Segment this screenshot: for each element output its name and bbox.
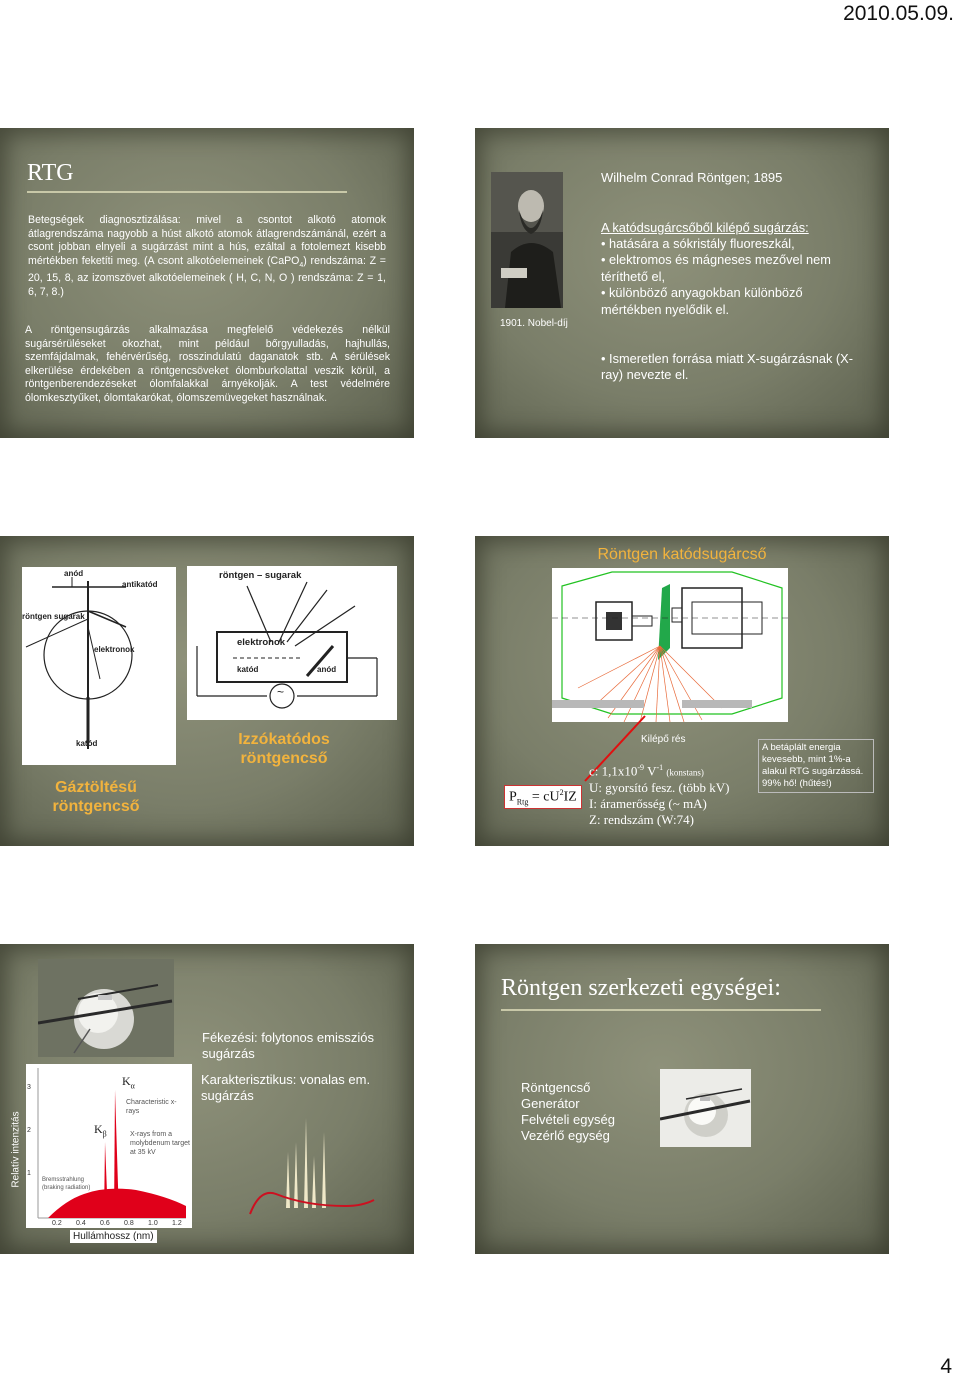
y-tick-label: 3 [27,1084,31,1092]
unit-item: Felvételi egység [521,1112,615,1127]
ac-source-icon: ~ [277,685,285,699]
legend-i: I: áramerősség (~ mA) [589,796,707,812]
slide1-paragraph1: Betegségek diagnosztizálása: mivel a csontot alkotó atomok átlagrendszáma nagyobb a húst alkotó atomok átlagrendszámánál, ezért a csont jobban elnyeli a sugárzást mint a hús, ezáltal a fotolemezt kisebb mértékben feketíti meg. (A csont alkotóelemeinek (CaPO$_4$) rendszáma: Z = 20, 15, 8, az izomszövet alkotóelemeinek ( H, C, N, O ) rendszáma: Z = 1, 6, 7, 8.) [28,214,386,299]
energy-note: A betáplált energia kevesebb, mint 1%-a alakul RTG sugárzássá. 99% hő! (hűtés!) [758,739,874,793]
x-tick-label: 0.4 [76,1220,86,1227]
chart-ylabel: Relatív intenzitás [10,1111,22,1188]
slide4-title: Röntgen katódsugárcső [597,546,767,563]
label-fekezesi: Fékezési: folytonos emissziós sugárzás [202,1030,374,1061]
x-tick-label: 0.6 [100,1220,110,1227]
xray-tube-image [38,959,174,1057]
slide1-paragraph2: A röntgensugárzás alkalmazása megfelelő védekezés nélkül sugársérüléseket okozhat, mint például bőrgyulladás, hajhullás, szemfájdalmak, fehérvérűség, rosszindulatú daganatok stb. A sérülések elkerülése érdekében a röntgencsöveket ólomburkolattal veszik körül, a röntgenberendezéseket ólomfalakkal árnyékolják. A test védelmére ólomkesztyűket, ólomtakarókat, ólomszemüvegeket használnak. [25,324,390,404]
title-rule [27,191,347,193]
power-formula: $P_{Rtg} = cU^2IZ$ [504,785,582,809]
label-katod-2: katód [237,665,259,674]
legend-c: c: $1,1x10^{-9}$ $V^{-1}$ (konstans) [589,763,704,779]
y-tick-label: 2 [27,1127,31,1135]
mo-target-label: X-rays from a molybdenum target at 35 kV [130,1131,190,1156]
bullet-item: • Ismeretlen forrása miatt X-sugárzásnak (X-ray) nevezte el. [601,351,853,383]
k-alpha-label: $K_\alpha$ [122,1074,135,1091]
nobel-caption: 1901. Nobel-díj [500,318,568,329]
x-tick-label: 0.8 [124,1220,134,1227]
y-tick-label: 1 [27,1170,31,1178]
units-list [521,1080,615,1144]
chart-xlabel: Hullámhossz (nm) [70,1230,157,1243]
x-tick-label: 0.2 [52,1220,62,1227]
line-spectrum-sketch [246,1072,376,1222]
x-tick-label: 1.2 [172,1220,182,1227]
slide-spectrum [0,944,414,1254]
legend-u: U: gyorsító fesz. (több kV) [589,780,730,796]
slide-rontgen-bio [475,128,889,438]
slide6-title: Röntgen szerkezeti egységei: [501,975,781,1001]
peak-k-beta [104,1142,108,1218]
brems-label: Bremsstrahlung (braking radiation) [42,1177,91,1191]
slide2-title: Wilhelm Conrad Röntgen; 1895 [601,170,783,185]
unit-item: Generátor [521,1096,580,1111]
slide-tubes [0,536,414,846]
slide2-bullet-last [601,351,861,384]
label-elektronok: elektronok [94,645,135,654]
exit-slit-label: Kilépő rés [641,734,686,745]
page-number: 4 [940,1355,952,1378]
label-karakterisztikus: Karakterisztikus: vonalas em. sugárzás [201,1072,371,1103]
slide-cathode-tube [475,536,889,846]
label-antikatod: antikatód [122,580,158,589]
label-anod: anód [64,569,84,578]
slide2-bullets [601,236,861,318]
header-date: 2010.05.09. [843,2,954,25]
label-elektronok-2: elektronok [237,637,286,648]
hot-cathode-diagram [187,566,397,720]
title-rule [501,1009,821,1011]
slide-units [475,944,889,1254]
bullet-item: • elektromos és mágneses mezővel nem téríthető el, [601,252,831,284]
label-rontgen-sugarak-2: röntgen – sugarak [219,570,302,581]
rontgen-portrait [491,172,563,308]
bullet-item: • különböző anyagokban különböző mértékben nyelődik el. [601,285,803,317]
gas-tube-diagram [22,567,176,765]
k-beta-label: $K_\beta$ [94,1122,107,1139]
spectrum-chart [26,1064,192,1228]
label-katod: katód [76,739,98,748]
label-anod-2: anód [317,665,337,674]
char-xray-label: Characteristic x-rays [126,1099,177,1115]
legend-z: Z: rendszám (W:74) [589,812,694,828]
slide1-title: RTG [27,160,74,186]
unit-item: Vezérlő egység [521,1128,610,1143]
peak-k-alpha [114,1090,119,1218]
label-izzokatodos: Izzókatódos röntgencső [238,731,330,767]
slide-rtg [0,128,414,438]
label-gaztoltesu: Gáztöltésű röntgencső [52,779,140,815]
xray-tube-image-2 [660,1069,751,1147]
label-rontgen-sugarak: röntgen sugarak [22,612,85,621]
slide2-heading: A katódsugárcsőből kilépő sugárzás: [601,220,809,235]
unit-item: Röntgencső [521,1080,591,1095]
formula-legend [589,760,729,828]
x-tick-label: 1.0 [148,1220,158,1227]
bullet-item: • hatására a sókristály fluoreszkál, [601,236,795,251]
